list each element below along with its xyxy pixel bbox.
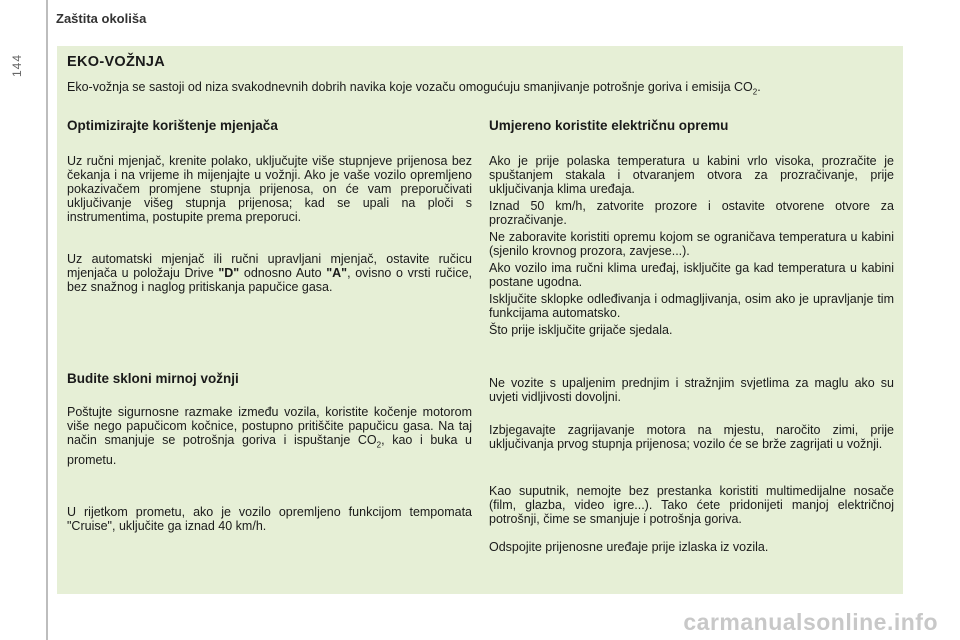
- calm-driving-heading: Budite skloni mirnoj vožnji: [67, 371, 239, 386]
- list-item: Iznad 50 km/h, zatvorite prozore i ostavite otvorene otvore za prozračivanje.: [489, 199, 894, 227]
- electrical-heading: Umjereno koristite električnu opremu: [489, 118, 729, 133]
- gear-paragraph-automatic: Uz automatski mjenjač ili ručni upravljani mjenjač, ostavite ručicu mjenjača u položaju Drive "D" odnosno Auto "A", ovisno o vrsti ručice, bez snažnog i naglog pritiskanja papučice gasa.: [67, 252, 473, 294]
- gear-paragraph-manual: Uz ručni mjenjač, krenite polako, uključujte više stupnjeve prijenosa bez čekanja i na vrijeme ih mijenjajte u vožnji. Ako je vaše vozilo opremljeno pokazivačem promjene stupnja prijenosa, on će vam preporučivati uključivanje višeg stupnja prijenosa; kad se upali na ploči s instrumentima, postupite prema preporuci.: [67, 154, 472, 224]
- engine-warmup-paragraph: Izbjegavajte zagrijavanje motora na mjestu, naročito zimi, prije uključivanja prvog stupnja prijenosa; vozilo će se brže zagrijati u vožnji.: [489, 423, 894, 451]
- fog-lights-paragraph: Ne vozite s upaljenim prednjim i stražnjim svjetlima za maglu ako su uvjeti vidljivosti dovoljni.: [489, 376, 894, 404]
- unplug-paragraph: Odspojite prijenosne uređaje prije izlaska iz vozila.: [489, 540, 769, 554]
- list-item: Što prije isključite grijače sjedala.: [489, 323, 673, 337]
- page-number: 144: [10, 54, 24, 78]
- list-item: Ako je prije polaska temperatura u kabini vrlo visoka, prozračite je spuštanjem stakala i otvaranjem otvora za prozračivanje, prije uključivanja klima uređaja.: [489, 154, 894, 196]
- list-item: Ako vozilo ima ručni klima uređaj, isključite ga kad temperatura u kabini postane ugodna.: [489, 261, 894, 289]
- margin-rule: [46, 0, 48, 640]
- gear-heading: Optimizirajte korištenje mjenjača: [67, 118, 278, 133]
- list-item: Ne zaboravite koristiti opremu kojom se ograničava temperatura u kabini (sjenilo krovnog prozora, zavjese...).: [489, 230, 894, 258]
- calm-paragraph-distance: Poštujte sigurnosne razmake između vozila, koristite kočenje motorom više nego papučicom kočnice, postupno pritiščite papučicu gasa. Na taj način smanjuje se potrošnja goriva i ispuštanje $CO_2$, kao i buka u prometu.: [67, 405, 473, 467]
- list-item: Isključite sklopke odleđivanja i odmagljivanja, osim ako je upravljanje tim funkcijama automatsko.: [489, 292, 894, 320]
- electrical-list: [489, 154, 894, 340]
- calm-paragraph-cruise: U rijetkom prometu, ako je vozilo opremljeno funkcijom tempomata "Cruise", uključite ga iznad 40 km/h.: [67, 505, 472, 533]
- multimedia-paragraph: Kao suputnik, nemojte bez prestanka koristiti multimedijalne nosače (film, glazba, video igre...). Tako ćete pridonijeti manjoj električnoj potrošnji, čime se smanjuje i potrošnja goriva.: [489, 484, 894, 526]
- section-header: Zaštita okoliša: [56, 11, 147, 26]
- watermark: carmanualsonline.info: [683, 609, 938, 635]
- page-title: EKO-VOŽNJA: [67, 54, 166, 70]
- intro-paragraph: Eko-vožnja se sastoji od niza svakodnevnih dobrih navika koje vozaču omogućuju smanjivanje potrošnje goriva i emisija $CO_2$.: [67, 80, 761, 97]
